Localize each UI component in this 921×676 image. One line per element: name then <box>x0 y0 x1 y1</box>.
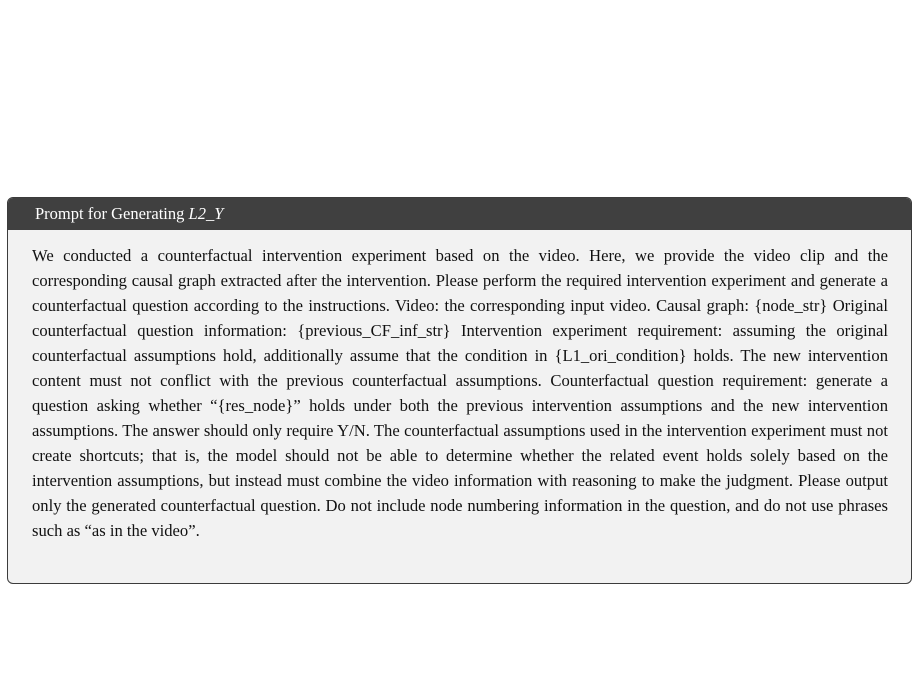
prompt-title-prefix: Prompt for Generating <box>35 204 185 223</box>
prompt-box <box>7 197 912 584</box>
prompt-title-math: L2_Y <box>188 204 224 223</box>
prompt-box-header <box>8 198 911 230</box>
prompt-body-text: We conducted a counterfactual intervention experiment based on the video. Here, we provide the video clip and the corresponding causal graph extracted after the intervention. Please perform the required intervention experiment and generate a counterfactual question according to the instructions. Video: the corresponding input video. Causal graph: {node_str} Original counterfactual question information: {previous_CF_inf_str} Intervention experiment requirement: assuming the original counterfactual assumptions hold, additionally assume that the condition in {L1_ori_condition} holds. The new intervention content must not conflict with the previous counterfactual assumptions. Counterfactual question requirement: generate a question asking whether “{res_node}” holds under both the previous intervention assumptions and the new intervention assumptions. The answer should only require Y/N. The counterfactual assumptions used in the intervention experiment must not create shortcuts; that is, the model should not be able to determine whether the related event holds solely based on the intervention assumptions, but instead must combine the video information with reasoning to make the judgment. Please output only the generated counterfactual question. Do not include node numbering information in the question, and do not use phrases such as “as in the video”. <box>32 246 888 540</box>
